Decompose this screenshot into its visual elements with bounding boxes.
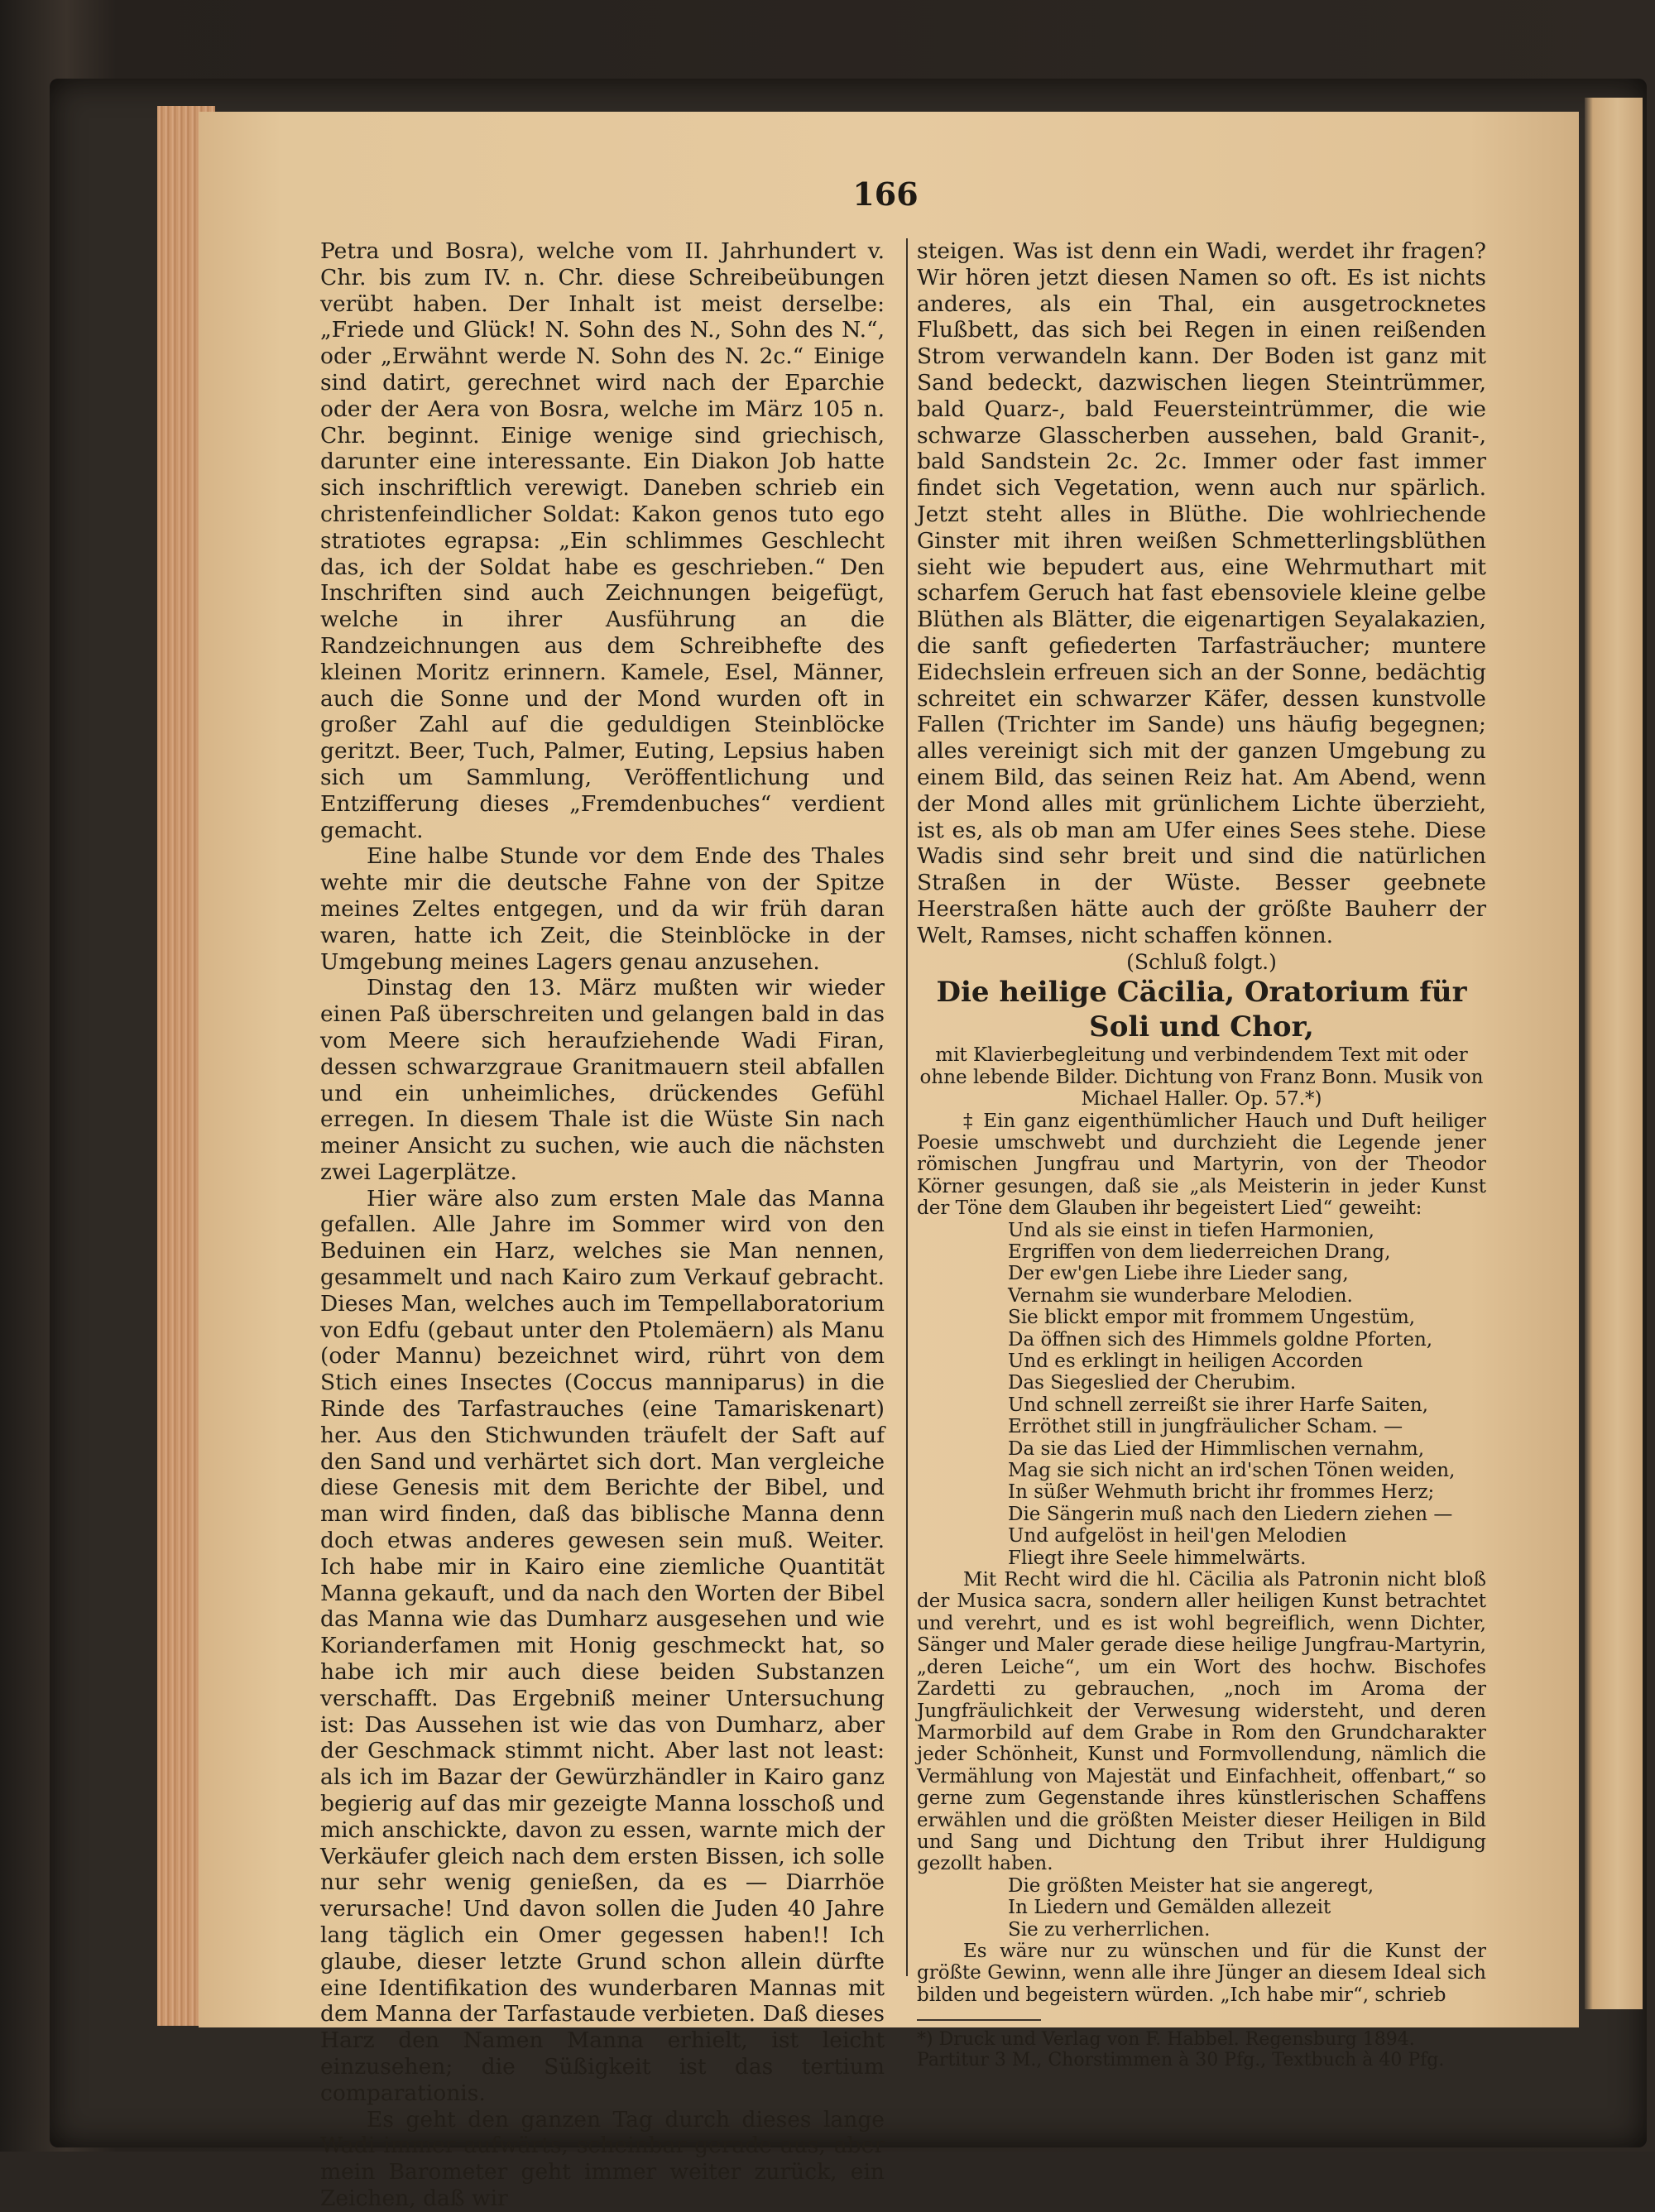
poem-quote [1008,1220,1486,1570]
verse-line: Und schnell zerreißt sie ihrer Harfe Saiten, [1008,1394,1428,1416]
paragraph: Mit Recht wird die hl. Cäcilia als Patronin nicht bloß der Musica sacra, sondern aller heiligen Kunst betrachtet und verehrt, und es ist wohl begreiflich, wenn Dichter, Sänger und Maler gerade diese heilige Jungfrau-Martyrin, „deren Leiche“, um ein Wort des hochw. Bischofes Zardetti zu gebrauchen, „noch im Aroma der Jungfräulichkeit der Verwesung widersteht, und deren Marmorbild auf dem Grabe in Rom den Grundcharakter jeder Schönheit, Kunst und Formvollendung, nämlich die Vermählung von Majestät und Einfachheit, offenbart,“ so gerne zum Gegenstande ihres künstlerischen Schaffens erwählen und die größten Meister dieser Heiligen in Bild und Sang und Dichtung den Tribut ihrer Huldigung gezollt haben. [917,1569,1486,1875]
footnote-line: Partitur 3 M., Chorstimmen à 30 Pfg., Textbuch à 40 Pfg. [917,2050,1445,2071]
paragraph: Eine halbe Stunde vor dem Ende des Thales wehte mir die deutsche Fahne von der Spitze meines Zeltes entgegen, und da wir früh daran waren, hatte ich Zeit, die Steinblöcke in der Umgebung meines Lagers genau anzusehen. [320,843,885,975]
verse-line: Das Siegeslied der Cherubim. [1008,1372,1297,1394]
verse-line: Da sie das Lied der Himmlischen vernahm, [1008,1437,1425,1460]
continued-note: (Schluß folgt.) [1126,949,1277,974]
verse-line: Sie zu verherrlichen. [1008,1918,1211,1941]
article-subheading: mit Klavierbegleitung und verbindendem Text mit oder ohne lebende Bilder. Dichtung von Franz Bonn. Musik von Michael Haller. Op. 57.*) [919,1044,1484,1111]
right-column [917,238,1486,2071]
verse-line: Fliegt ihre Seele himmelwärts. [1008,1547,1307,1569]
facing-page-edge [1585,98,1643,2009]
footnote-line: *) Druck und Verlag von F. Habbel. Regensburg 1894. [917,2029,1415,2051]
article-heading: Die heilige Cäcilia, Oratorium für Soli und Chor, [936,976,1467,1044]
verse-line: In süßer Wehmuth bricht ihr frommes Herz; [1008,1481,1435,1504]
verse-line: Die Sängerin muß nach den Liedern ziehen — [1008,1503,1453,1525]
paragraph: Hier wäre also zum ersten Male das Manna gefallen. Alle Jahre im Sommer wird von den Beduinen ein Harz, welches sie Man nennen, gesammelt und nach Kairo zum Verkauf gebracht. Dieses Man, welches auch im Tempellaboratorium von Edfu (gebaut unter den Ptolemäern) als Manu (oder Mannu) bezeichnet wird, rührt von dem Stich eines Insectes (Coccus manniparus) in die Rinde des Tarfastrauches (eine Tamariskenart) her. Aus den Stichwunden träufelt der Saft auf den Sand und verhärtet sich dort. Man vergleiche diese Genesis mit dem Berichte der Bibel, und man wird finden, daß das biblische Manna denn doch etwas anderes gewesen sein muß. Weiter. Ich habe mir in Kairo eine ziemliche Quantität Manna gekauft, und da nach den Worten der Bibel das Manna wie das Dumharz ausgesehen und wie Korianderfamen mit Honig geschmeckt hat, so habe ich mir auch diese beiden Substanzen verschafft. Das Ergebniß meiner Untersuchung ist: Das Aussehen ist wie das von Dumharz, aber der Geschmack stimmt nicht. Aber last not least: als ich im Bazar der Gewürzhändler in Kairo ganz begierig auf das mir gezeigte Manna losschoß und mich anschickte, davon zu essen, warnte mich der Verkäufer gleich nach dem ersten Bissen, ich solle nur sehr wenig genießen, da es — Diarrhöe verursache! Und davon sollen die Juden 40 Jahre lang täglich ein Omer gegessen haben!! Ich glaube, dieser letzte Grund schon allein dürfte eine Identifikation des wunderbaren Mannas mit dem Manna der Tarfastaude verbieten. Daß dieses Harz den Namen Manna erhielt, ist leicht einzusehen; die Süßigkeit ist das tertium comparationis. [320,1185,885,2106]
verse-line: Die größten Meister hat sie angeregt, [1008,1874,1374,1897]
page-number: 166 [852,175,919,213]
poem-quote [1008,1875,1486,1941]
column-divider [906,238,908,1976]
paragraph: ‡ Ein ganz eigenthümlicher Hauch und Duft heiliger Poesie umschwebt und durchzieht die Legende jener römischen Jungfrau und Martyrin, von der Theodor Körner gesungen, daß sie „als Meisterin in jeder Kunst der Töne dem Glauben ihr begeistert Lied“ geweiht: [917,1110,1486,1220]
verse-line: Sie blickt empor mit frommem Ungestüm, [1008,1307,1416,1329]
verse-line: Erröthet still in jungfräulicher Scham. — [1008,1416,1403,1438]
paragraph: steigen. Was ist denn ein Wadi, werdet ihr fragen? Wir hören jetzt diesen Namen so oft. Es ist nichts anderes, als ein Thal, ein ausgetrocknetes Flußbett, das sich bei Regen in einen reißenden Strom verwandeln kann. Der Boden ist ganz mit Sand bedeckt, dazwischen liegen Steintrümmer, bald Quarz-, bald Feuersteintrümmer, die wie schwarze Glasscherben aussehen, bald Granit-, bald Sandstein 2c. 2c. Immer oder fast immer findet sich Vegetation, wenn auch nur spärlich. Jetzt steht alles in Blüthe. Die wohlriechende Ginster mit ihren weißen Schmetterlingsblüthen sieht wie bepudert aus, eine Wehrmuthart mit scharfem Geruch hat fast ebensoviele kleine gelbe Blüthen als Blätter, die eigenartigen Seyalakazien, die sanft gefiederten Tarfasträucher; muntere Eidechslein erfreuen sich an der Sonne, bedächtig schreitet ein schwarzer Käfer, dessen kunstvolle Fallen (Trichter im Sande) uns häufig begegnen; alles vereinigt sich mit der ganzen Umgebung zu einem Bild, das seinen Reiz hat. Am Abend, wenn der Mond alles mit grünlichem Lichte überzieht, ist es, als ob man am Ufer eines Sees stehe. Diese Wadis sind sehr breit und sind die natürlichen Straßen in der Wüste. Besser geebnete Heerstraßen hätte auch der größte Bauherr der Welt, Ramses, nicht schaffen können. [917,238,1486,948]
verse-line: Vernahm sie wunderbare Melodien. [1008,1284,1353,1307]
footnote-rule [917,2019,1041,2021]
verse-line: In Liedern und Gemälden allezeit [1008,1897,1331,1919]
verse-line: Und als sie einst in tiefen Harmonien, [1008,1219,1374,1241]
verse-line: Ergriffen von dem liederreichen Drang, [1008,1240,1391,1263]
paragraph: Es wäre nur zu wünschen und für die Kunst der größte Gewinn, wenn alle ihre Jünger an diesem Ideal sich bilden und begeistern würden. „Ich habe mir“, schrieb [917,1940,1486,2006]
paragraph: Petra und Bosra), welche vom II. Jahrhundert v. Chr. bis zum IV. n. Chr. diese Schreibeübungen verübt haben. Der Inhalt ist meist derselbe: „Friede und Glück! N. Sohn des N., Sohn des N.“, oder „Erwähnt werde N. Sohn des N. 2c.“ Einige sind datirt, gerechnet wird nach der Eparchie oder der Aera von Bosra, welche im März 105 n. Chr. beginnt. Einige wenige sind griechisch, darunter eine interessante. Ein Diakon Job hatte sich inschriftlich verewigt. Daneben schrieb ein christenfeindlicher Soldat: Kakon genos tuto ego stratiotes egrapsa: „Ein schlimmes Geschlecht das, ich der Soldat habe es geschrieben.“ Den Inschriften sind auch Zeichnungen beigefügt, welche in ihrer Ausführung an die Randzeichnungen aus dem Schreibhefte des kleinen Moritz erinnern. Kamele, Esel, Männer, auch die Sonne und der Mond wurden oft in großer Zahl auf die geduldigen Steinblöcke geritzt. Beer, Tuch, Palmer, Euting, Lepsius haben sich um Sammlung, Veröffentlichung und Entzifferung dieses „Fremdenbuches“ verdient gemacht. [320,238,885,843]
verse-line: Da öffnen sich des Himmels goldne Pforten, [1008,1328,1433,1351]
paragraph: Dinstag den 13. März mußten wir wieder einen Paß überschreiten und gelangen bald in das vom Meere sich heraufziehende Wadi Firan, dessen schwarzgraue Granitmauern steil abfallen und ein unheimliches, drückendes Gefühl erregen. In diesem Thale ist die Wüste Sin nach meiner Ansicht zu suchen, wie auch die nächsten zwei Lagerplätze. [320,975,885,1185]
paragraph: Es geht den ganzen Tag durch dieses lange Wadi immer aufwärts, scheinbar gerade aus, aber mein Barometer geht immer weiter zurück, ein Zeichen, daß wir [320,2106,885,2211]
verse-line: Der ew'gen Liebe ihre Lieder sang, [1008,1263,1349,1285]
verse-line: Und es erklingt in heiligen Accorden [1008,1351,1364,1372]
verse-line: Mag sie sich nicht an ird'schen Tönen weiden, [1008,1460,1456,1482]
verse-line: Und aufgelöst in heil'gen Melodien [1008,1525,1347,1547]
left-column [320,238,885,2211]
